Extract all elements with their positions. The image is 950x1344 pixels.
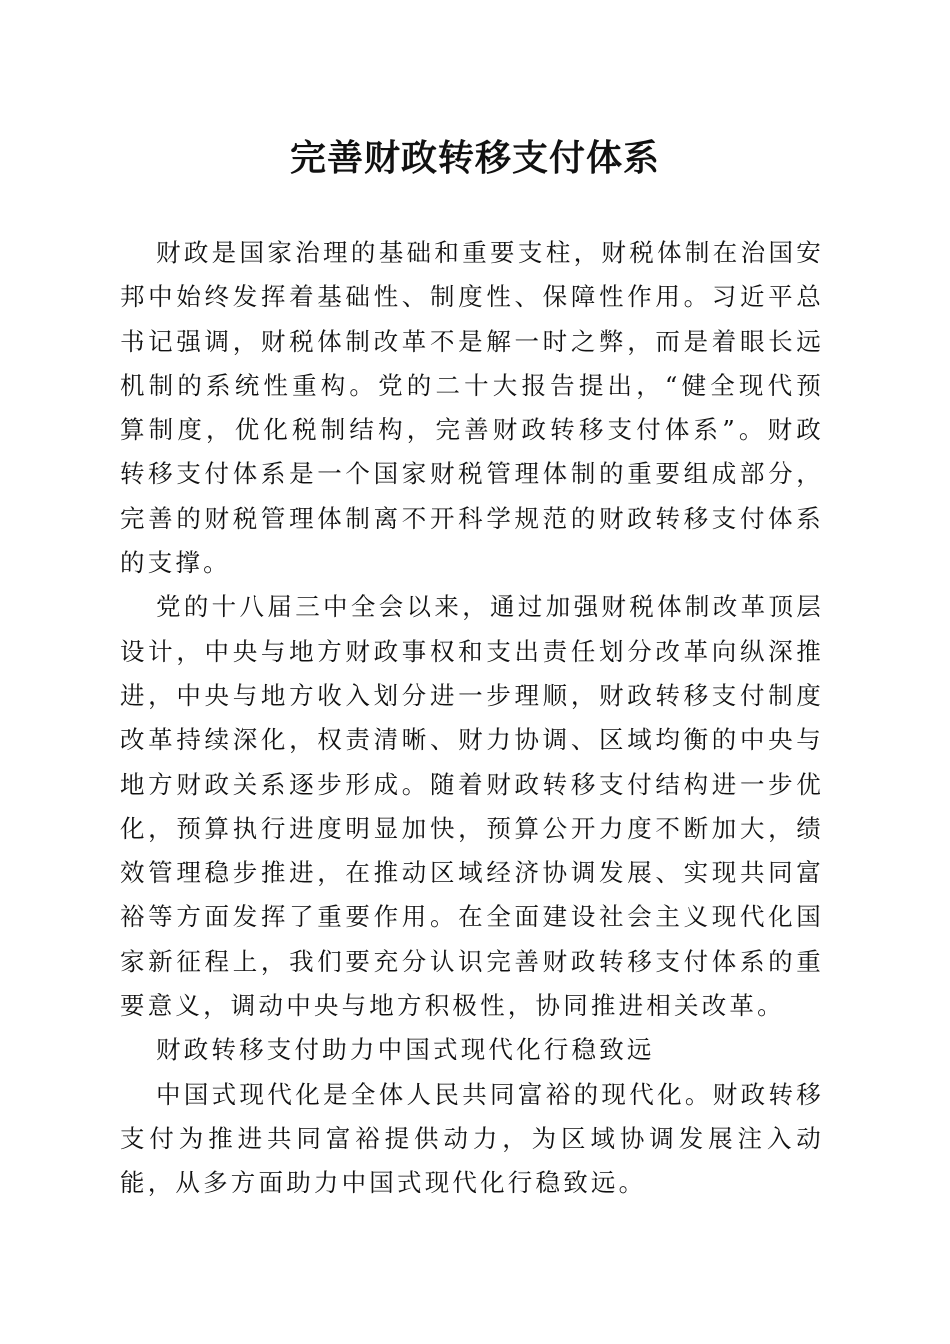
section-heading: 财政转移支付助力中国式现代化行稳致远 bbox=[156, 1035, 655, 1065]
document-body bbox=[120, 231, 824, 1206]
document-title: 完善财政转移支付体系 bbox=[289, 137, 660, 179]
body-paragraph: 党的十八届三中全会以来，通过加强财税体制改革顶层设计，中央与地方财政事权和支出责任划分改革向纵深推进，中央与地方收入划分进一步理顺，财政转移支付制度改革持续深化，权责清晰、财力协调、区域均衡的中央与地方财政关系逐步形成。随着财政转移支付结构进一步优化，预算执行进度明显加快，预算公开力度不断加大，绩效管理稳步推进，在推动区域经济协调发展、实现共同富裕等方面发挥了重要作用。在全面建设社会主义现代化国家新征程上，我们要充分认识完善财政转移支付体系的重要意义，调动中央与地方积极性，协同推进相关改革。 bbox=[120, 592, 824, 1021]
body-paragraph: 财政是国家治理的基础和重要支柱，财税体制在治国安邦中始终发挥着基础性、制度性、保障性作用。习近平总书记强调，财税体制改革不是解一时之弊，而是着眼长远机制的系统性重构。党的二十大报告提出，“健全现代预算制度，优化税制结构，完善财政转移支付体系”。财政转移支付体系是一个国家财税管理体制的重要组成部分，完善的财税管理体制离不开科学规范的财政转移支付体系的支撑。 bbox=[120, 238, 824, 578]
body-paragraph: 中国式现代化是全体人民共同富裕的现代化。财政转移支付为推进共同富裕提供动力，为区域协调发展注入动能，从多方面助力中国式现代化行稳致远。 bbox=[120, 1079, 824, 1198]
